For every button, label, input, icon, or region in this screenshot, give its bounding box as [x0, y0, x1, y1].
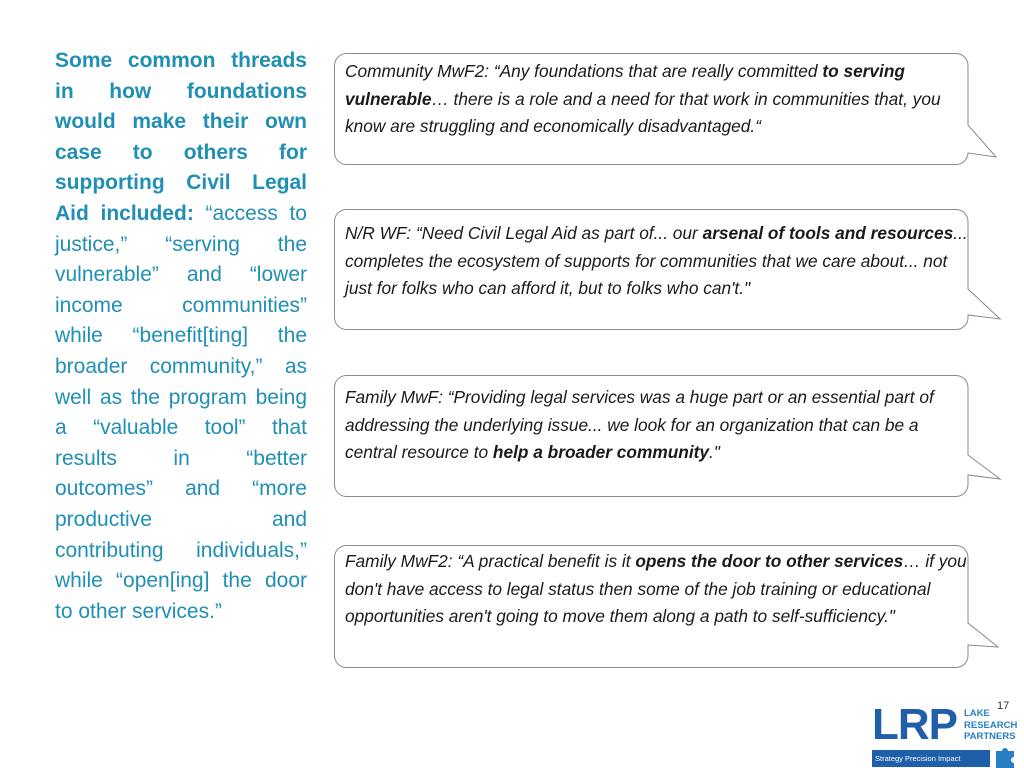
quote-text: N/R WF: “Need Civil Legal Aid as part of... our arsenal of tools and resources... completes the ecosystem of supports for communities that we care about... not just for folks who can afford it, but to folks who can't."	[345, 223, 968, 298]
quote-text: Family MwF2: “A practical benefit is it opens the door to other services… if you don't have access to legal status then some of the job training or educational opportunities aren't going to move them along a path to self-sufficiency."	[345, 551, 967, 626]
quote-emphasis: help a broader community	[492, 442, 709, 462]
quote-emphasis: to serving vulnerable	[345, 61, 905, 109]
quote-text: Community MwF2: “Any foundations that are really committed to serving vulnerable… there is a role and a need for that work in communities that, you know are struggling and economically disadvantaged.“	[345, 61, 941, 136]
quote-bubble-2	[334, 209, 968, 330]
quote-emphasis: opens the door to other services	[635, 551, 904, 571]
summary-body: “access to justice,” “serving the vulnerable” and “lower income communities” while “benefit[ting] the broader community,” as well as the program being a “valuable tool” that results in “better outcomes” and “more productive and contributing individuals,” while “open[ing] the door to other services.”	[55, 201, 307, 623]
quote-text: Family MwF: “Providing legal services was a huge part or an essential part of addressing the underlying issue... we look for an organization that can be a central resource to help a broader community."	[345, 387, 934, 462]
puzzle-icon	[992, 743, 1022, 768]
logo-tagline: Strategy Precision Impact	[872, 750, 990, 767]
summary-paragraph	[55, 46, 307, 627]
summary-lead: Some common threads in how foundations would make their own case to others for supporting Civil Legal Aid included:	[55, 49, 307, 225]
logo-name: LAKE RESEARCH PARTNERS	[964, 708, 1018, 742]
logo-letters: LRP	[872, 700, 957, 749]
quote-emphasis: arsenal of tools and resources	[702, 223, 954, 243]
quote-bubble-3	[334, 375, 968, 497]
quote-bubble-4	[334, 545, 968, 668]
page-number: 17	[997, 700, 1010, 712]
lrp-logo	[872, 700, 1024, 768]
quote-bubble-1	[334, 53, 968, 165]
